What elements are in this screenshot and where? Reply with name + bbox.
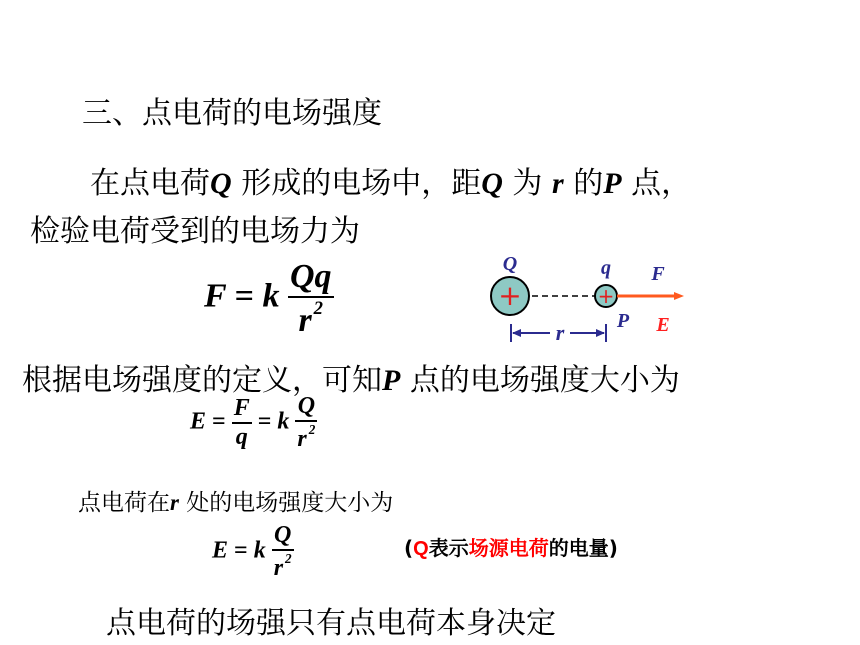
symbol-Q: Q — [413, 538, 429, 560]
field-arrow-head — [674, 292, 684, 300]
formula-lhs: F — [204, 277, 227, 315]
numerator: Qq — [289, 258, 332, 295]
symbol-r: r — [170, 490, 179, 515]
formula-coulomb-force — [204, 258, 334, 340]
numerator: F — [233, 394, 250, 421]
denominator-base: r — [298, 301, 312, 339]
denominator-base: r — [273, 554, 284, 581]
numerator: Q — [297, 393, 316, 419]
exponent: 2 — [308, 422, 316, 437]
symbol-P: P — [382, 364, 401, 397]
formula-lhs: E — [190, 408, 207, 435]
text: 形成的电场中，距 — [231, 166, 482, 201]
constant-k: k — [253, 537, 266, 564]
exponent: 2 — [285, 551, 292, 566]
text: 在点电荷 — [90, 166, 210, 201]
equals-sign: = — [212, 408, 226, 435]
symbol-r: r — [551, 167, 564, 200]
exponent: 2 — [313, 298, 324, 319]
plus-sign: + — [498, 279, 522, 312]
equals-sign: = — [234, 277, 254, 315]
symbol-Q: Q — [481, 167, 503, 200]
denominator — [296, 298, 325, 340]
label-E: E — [656, 314, 670, 336]
constant-k: k — [277, 408, 290, 435]
fraction — [295, 393, 317, 453]
text: 点， — [621, 166, 692, 201]
symbol-Q: Q — [210, 167, 232, 200]
denominator — [295, 422, 317, 453]
denominator: q — [235, 423, 248, 450]
text: 点电荷在 — [78, 490, 170, 516]
label-Q: Q — [502, 253, 518, 275]
text: 的 — [563, 166, 604, 201]
label-P: P — [616, 310, 630, 332]
text: 处的电场强度大小为 — [178, 490, 394, 516]
formula-lhs: E — [212, 537, 229, 564]
charge-diagram — [480, 250, 700, 350]
paren-close: ) — [608, 536, 618, 560]
dimension-arrow-left — [512, 329, 521, 337]
paragraph-at-r — [78, 484, 393, 517]
paragraph-definition — [22, 355, 680, 399]
denominator — [272, 551, 294, 582]
constant-k: k — [262, 277, 280, 315]
formula-field-definition — [190, 393, 317, 453]
equals-sign: = — [257, 408, 272, 435]
paragraph-force: 检验电荷受到的电场力为 — [30, 214, 360, 249]
note-Q-meaning — [404, 532, 618, 561]
highlight-source-charge: 场源电荷 — [468, 536, 549, 560]
numerator: Q — [274, 522, 292, 548]
paren-open: ( — [404, 536, 414, 560]
equals-sign: = — [234, 537, 248, 564]
text: 的电量 — [548, 536, 609, 560]
formula-point-charge-field — [212, 522, 294, 582]
text: 表示 — [428, 536, 469, 560]
denominator-base: r — [297, 425, 307, 452]
text: 点的电场强度大小为 — [400, 363, 680, 398]
label-r: r — [555, 320, 565, 345]
fraction — [288, 258, 334, 340]
paragraph-intro — [90, 158, 691, 202]
plus-sign: + — [597, 284, 615, 308]
text: 为 — [502, 166, 552, 201]
dimension-arrow-right — [596, 329, 605, 337]
section-heading: 三、点电荷的电场强度 — [82, 96, 382, 131]
label-q: q — [601, 257, 611, 279]
text: 根据电场强度的定义，可知 — [22, 363, 382, 398]
fraction — [272, 522, 294, 582]
fraction — [232, 395, 252, 451]
symbol-P: P — [603, 167, 622, 200]
label-F: F — [651, 263, 665, 285]
conclusion: 点电荷的场强只有点电荷本身决定 — [106, 606, 556, 641]
